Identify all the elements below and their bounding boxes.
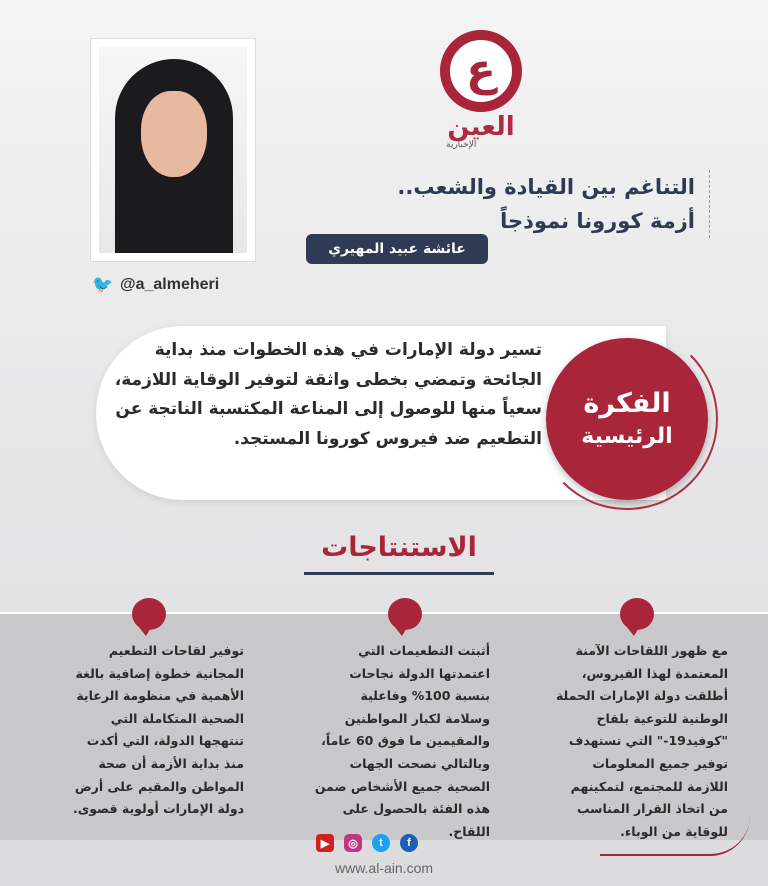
conclusions-heading: الاستنتاجات <box>321 532 477 563</box>
conclusion-item-3: توفير لقاحات التطعيم المجانية خطوة إضافية بالغة الأهمية في منظومة الرعاية الصحية المتكاملة التي تنتهجها الدولة، التي أكدت منذ بداية الأزمة أن صحة المواطن والمقيم على أرض دولة الإمارات أولوية قصوى. <box>73 643 244 817</box>
twitter-bird-icon: 🐦 <box>92 275 114 295</box>
main-idea-text: تسير دولة الإمارات في هذه الخطوات منذ بداية الجائحة وتمضي بخطى واثقة لتوفير الوقاية اللازمة، سعياً منها للوصول إلى المناعة المكتسبة الناتجة عن التطعيم ضد فيروس كورونا المستجد. <box>114 340 542 449</box>
speech-bubble-icon <box>132 598 166 630</box>
speech-bubble-icon <box>388 598 422 630</box>
author-photo-frame <box>90 38 256 262</box>
logo-name: العين <box>447 112 515 142</box>
article-title <box>290 170 710 238</box>
conclusions-underline <box>304 572 494 575</box>
instagram-icon[interactable]: ◎ <box>344 834 362 852</box>
title-line-1: التناغم بين القيادة والشعب.. <box>397 175 695 199</box>
twitter-icon[interactable]: t <box>372 834 390 852</box>
social-links <box>316 834 418 852</box>
youtube-icon[interactable]: ▶ <box>316 834 334 852</box>
main-idea-badge <box>546 338 708 500</box>
logo-subtitle: الإخبارية <box>446 140 477 150</box>
conclusion-item-2: أثبتت التطعيمات التي اعتمدتها الدولة نجاحات بنسبة 100% وفاعلية وسلامة لكبار المواطنين والمقيمين ما فوق 60 عاماً، وبالتالي نصحت الجهات الصحية جميع الأشخاص ضمن هذه الفئة بالحصول على اللقاح. <box>314 643 490 839</box>
speech-bubble-icon <box>620 598 654 630</box>
brand-logo[interactable] <box>436 30 526 150</box>
author-photo <box>99 47 247 253</box>
title-line-2: أزمة كورونا نموذجاً <box>500 209 695 233</box>
main-idea-label-2: الرئيسية <box>581 424 673 449</box>
conclusion-item-1: مع ظهور اللقاحات الآمنة المعتمدة لهذا الفيروس، أطلقت دولة الإمارات الحملة الوطنية للتوعية بلقاح "كوفيد19-" التي تستهدف توفير جميع المعلومات اللازمة للمجتمع، لتمكينهم من اتخاذ القرار المناسب للوقاية من الوباء. <box>555 643 728 839</box>
author-name-badge: عائشة عبيد المهيري <box>306 234 488 264</box>
facebook-icon[interactable]: f <box>400 834 418 852</box>
website-link[interactable]: www.al-ain.com <box>334 860 434 876</box>
twitter-handle[interactable] <box>92 276 219 294</box>
decorative-curve <box>600 816 750 856</box>
logo-letter: ع <box>440 30 522 112</box>
main-idea-label-1: الفكرة <box>583 388 671 419</box>
photo-face <box>141 91 207 177</box>
twitter-handle-text: @a_almeheri <box>120 276 220 293</box>
